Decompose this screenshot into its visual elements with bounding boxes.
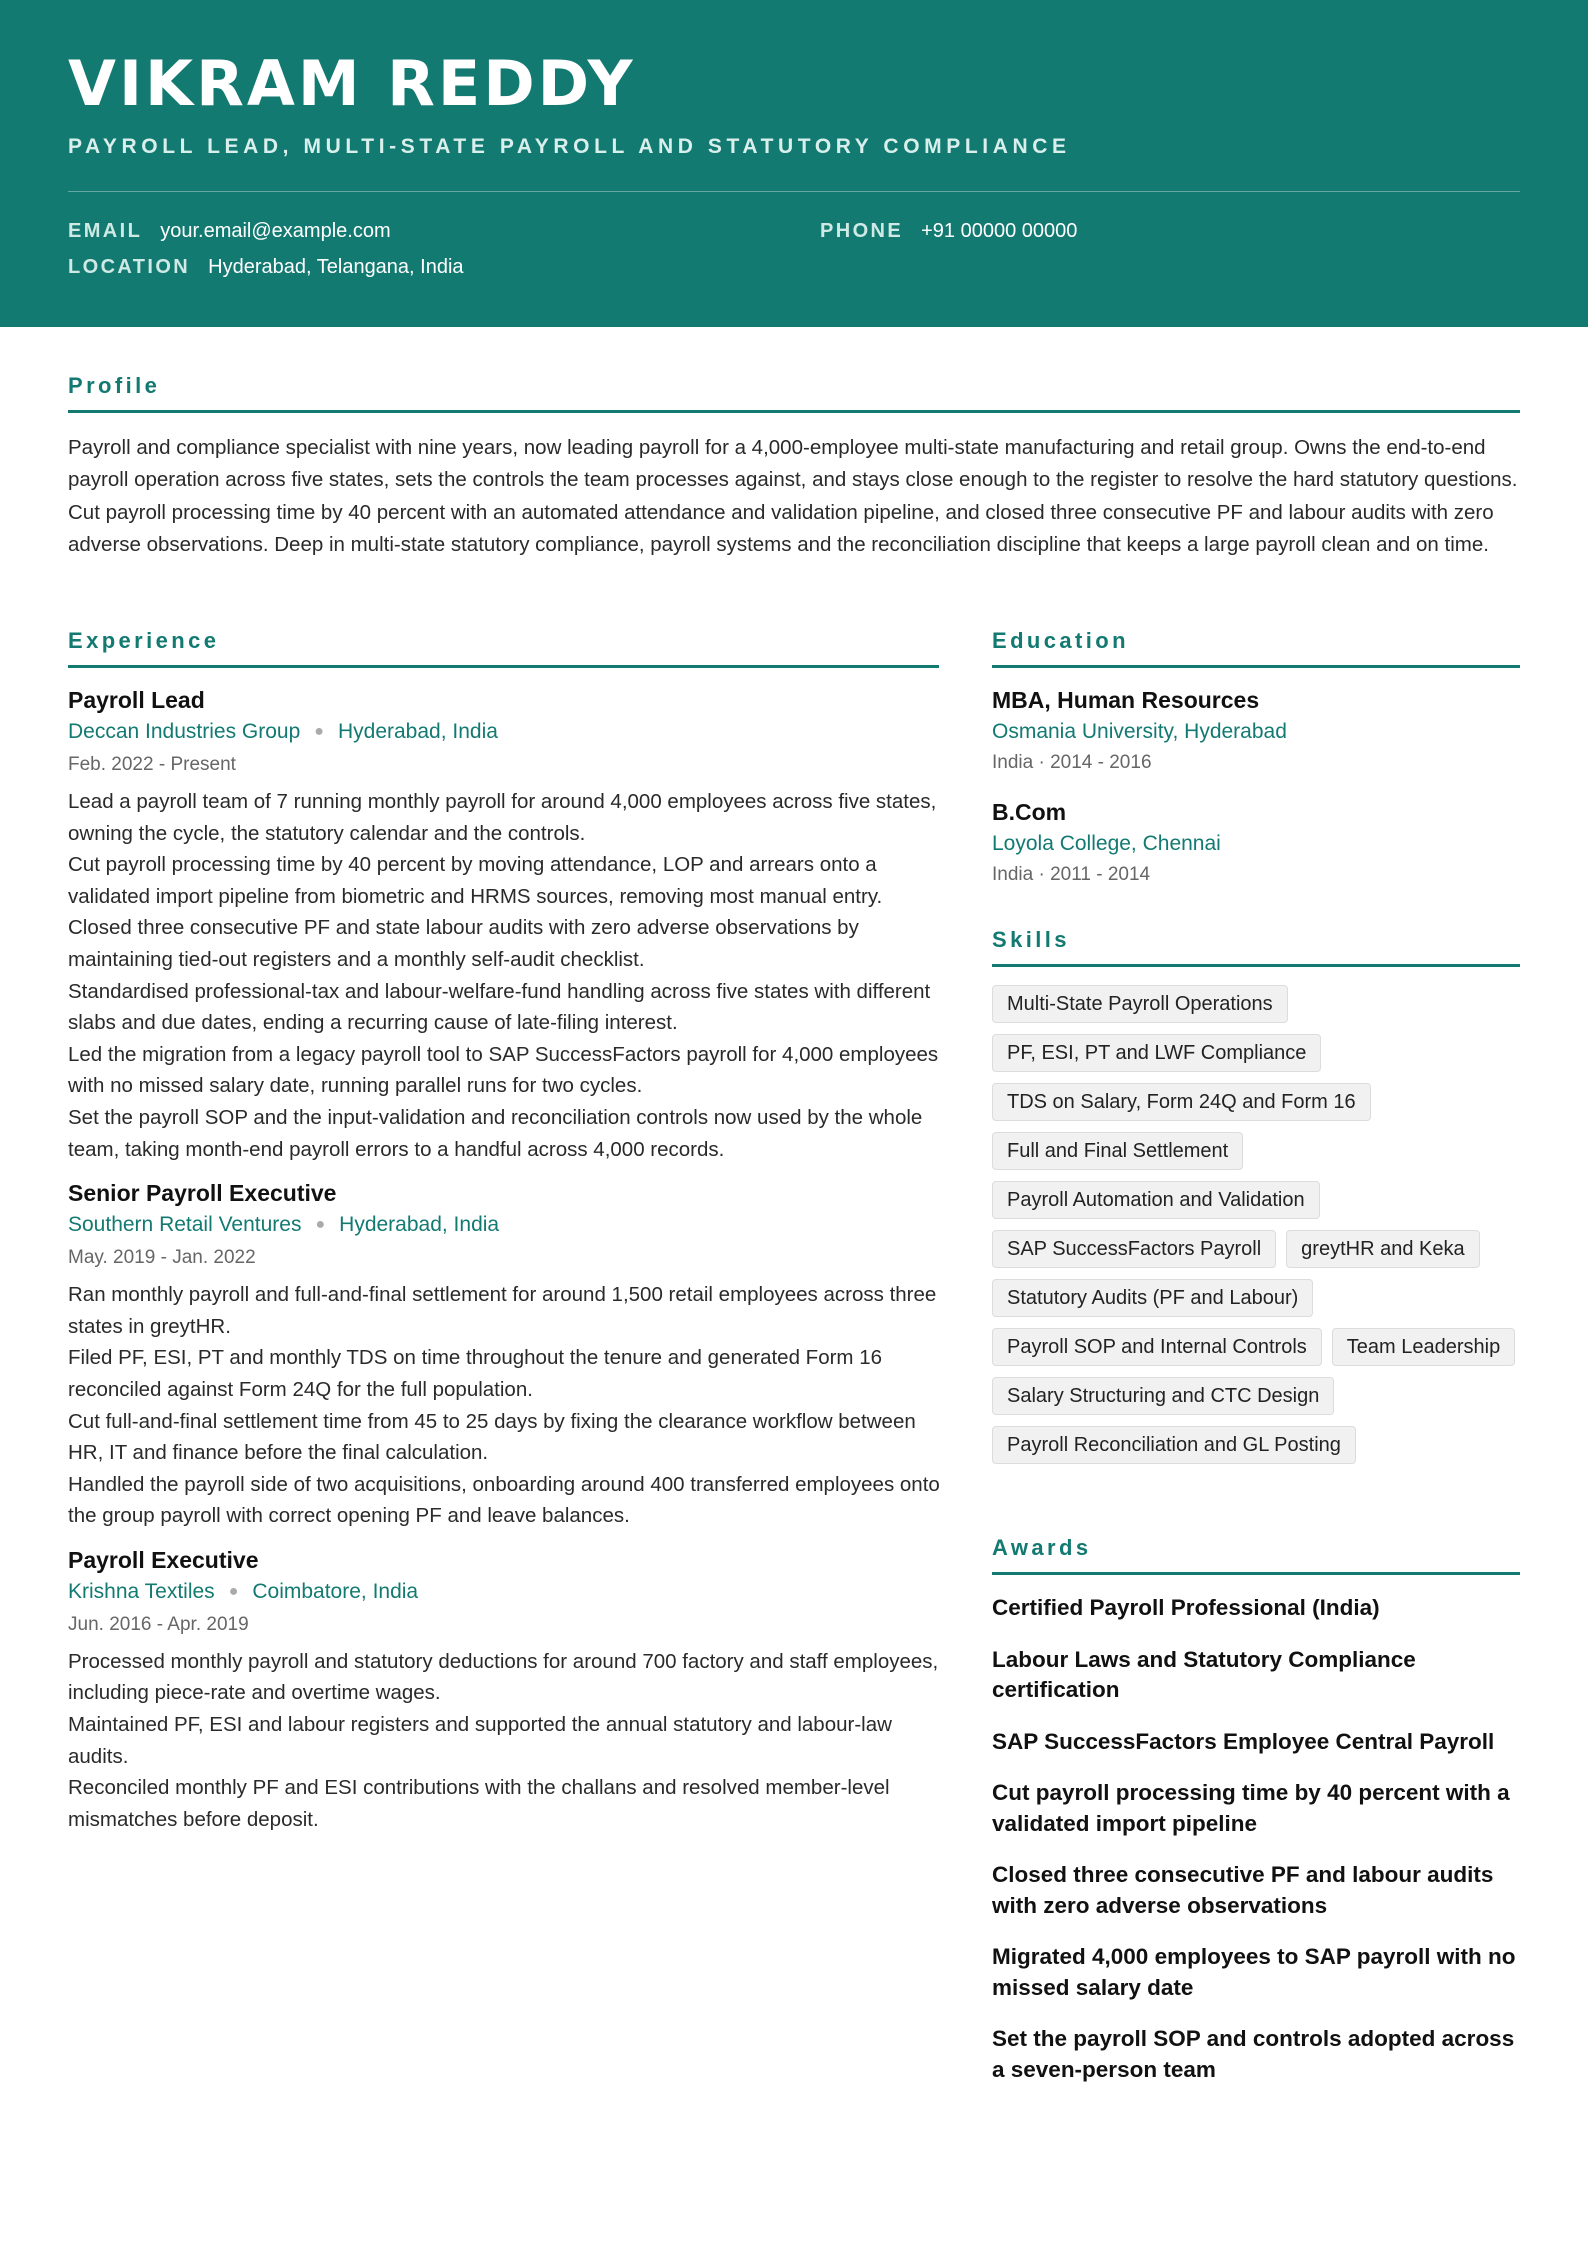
- phone-value[interactable]: +91 00000 00000: [921, 220, 1078, 242]
- contact-location: [68, 254, 464, 280]
- skill-tag: Statutory Audits (PF and Labour): [992, 1279, 1313, 1317]
- awards-list: [992, 1593, 1520, 2106]
- job-bullets: [68, 1279, 948, 1532]
- education-degree: B.Com: [992, 799, 1067, 825]
- award-items: [992, 1593, 1520, 2085]
- email-value[interactable]: your.email@example.com: [160, 220, 391, 242]
- skill-tag: Team Leadership: [1332, 1328, 1515, 1366]
- education-school: Osmania University, Hyderabad: [992, 720, 1287, 743]
- profile-summary: Payroll and compliance specialist with nine years, now leading payroll for a 4,000-employee multi-state manufacturing and retail group. Owns the end-to-end payroll operation across five states, sets the controls the team processes against, and stays close enough to the register to resolve the hard statutory questions. Cut payroll processing time by 40 percent with an automated attendance and validation pipeline, and closed three consecutive PF and labour audits with zero adverse observations. Deep in multi-state statutory compliance, payroll systems and the reconciliation discipline that keeps a large payroll clean and on time.: [68, 436, 1518, 557]
- candidate-name: VIKRAM REDDY: [68, 47, 636, 120]
- job-company: Southern Retail Ventures: [68, 1213, 302, 1237]
- award-item: Cut payroll processing time by 40 percent with a validated import pipeline: [992, 1780, 1510, 1836]
- job-bullet: Led the migration from a legacy payroll tool to SAP SuccessFactors payroll for 4,000 employees with no missed salary date, running parallel runs for two cycles.: [68, 1042, 939, 1098]
- award-item: Set the payroll SOP and controls adopted across a seven-person team: [992, 2026, 1515, 2082]
- award-item: SAP SuccessFactors Employee Central Payroll: [992, 1728, 1495, 1754]
- job-meta: [68, 716, 948, 750]
- separator-dot-icon: ●: [314, 723, 324, 740]
- education-degree: MBA, Human Resources: [992, 687, 1260, 713]
- job-bullets: [68, 1646, 948, 1836]
- award-item: Labour Laws and Statutory Compliance certification: [992, 1646, 1416, 1702]
- experience-rule: [68, 665, 939, 668]
- skill-tag: SAP SuccessFactors Payroll: [992, 1230, 1276, 1268]
- skill-tag: Payroll Automation and Validation: [992, 1181, 1320, 1219]
- awards-heading: Awards: [992, 1535, 1092, 1560]
- education-rule: [992, 665, 1520, 668]
- header-divider: [68, 191, 1520, 192]
- profile-heading: Profile: [68, 373, 161, 398]
- job-entry: [68, 1544, 948, 1836]
- skill-tag: Full and Final Settlement: [992, 1132, 1243, 1170]
- education-list: [992, 684, 1520, 908]
- skill-tag: TDS on Salary, Form 24Q and Form 16: [992, 1083, 1371, 1121]
- job-meta: [68, 1209, 948, 1243]
- separator-dot-icon: ●: [315, 1216, 326, 1234]
- job-bullet: Ran monthly payroll and full-and-final settlement for around 1,500 retail employees across three states in greytHR.: [68, 1283, 937, 1338]
- profile-rule: [68, 410, 1520, 413]
- skill-tag: PF, ESI, PT and LWF Compliance: [992, 1034, 1321, 1072]
- job-bullet: Standardised professional-tax and labour-welfare-fund handling across five states with different slabs and due dates, ending a recurring cause of late-filing interest.: [68, 979, 931, 1035]
- job-location: Hyderabad, India: [339, 1213, 500, 1237]
- education-meta: India · 2014 - 2016: [992, 752, 1152, 773]
- job-entry: [68, 1177, 948, 1532]
- job-company: Krishna Textiles: [68, 1579, 215, 1603]
- experience-heading: Experience: [68, 628, 220, 653]
- separator-dot-icon: ●: [228, 1582, 239, 1600]
- job-bullet: Cut full-and-final settlement time from 45 to 25 days by fixing the clearance workflow between HR, IT and finance before the final calculation.: [68, 1409, 916, 1465]
- skill-tag: Multi-State Payroll Operations: [992, 985, 1288, 1023]
- skills-rule: [992, 964, 1520, 967]
- award-item: Migrated 4,000 employees to SAP payroll with no missed salary date: [992, 1944, 1516, 2000]
- email-label: EMAIL: [68, 220, 143, 242]
- job-dates: Jun. 2016 - Apr. 2019: [68, 1613, 249, 1635]
- contact-phone: [820, 218, 1077, 244]
- award-item: Certified Payroll Professional (India): [992, 1595, 1380, 1620]
- job-dates: May. 2019 - Jan. 2022: [68, 1247, 256, 1269]
- education-entry: [992, 684, 1520, 778]
- skill-tag: Payroll SOP and Internal Controls: [992, 1328, 1322, 1366]
- job-title: Senior Payroll Executive: [68, 1180, 337, 1207]
- job-bullet: Filed PF, ESI, PT and monthly TDS on time throughout the tenure and generated Form 16 reconciled against Form 24Q for the full population.: [68, 1346, 883, 1401]
- phone-label: PHONE: [820, 220, 904, 242]
- job-bullet: Lead a payroll team of 7 running monthly payroll for around 4,000 employees across five states, owning the cycle, the statutory calendar and the controls.: [68, 790, 937, 845]
- job-meta: [68, 1576, 948, 1610]
- skill-tag: greytHR and Keka: [1286, 1230, 1479, 1268]
- location-value: Hyderabad, Telangana, India: [208, 256, 464, 278]
- contact-email: [68, 218, 391, 244]
- job-title: Payroll Lead: [68, 687, 205, 713]
- job-location: Coimbatore, India: [252, 1579, 419, 1603]
- education-entry: [992, 796, 1520, 890]
- education-meta: India · 2011 - 2014: [992, 864, 1151, 885]
- awards-rule: [992, 1572, 1520, 1575]
- job-bullet: Reconciled monthly PF and ESI contributions with the challans and resolved member-level mismatches before deposit.: [68, 1776, 890, 1831]
- skills-list: [992, 985, 1520, 1464]
- job-title: Payroll Executive: [68, 1546, 259, 1573]
- job-company: Deccan Industries Group: [68, 720, 301, 743]
- job-bullet: Processed monthly payroll and statutory deductions for around 700 factory and staff employees, including piece-rate and overtime wages.: [68, 1649, 939, 1705]
- job-bullet: Cut payroll processing time by 40 percent by moving attendance, LOP and arrears onto a validated import pipeline from biometric and HRMS sources, removing most manual entry.: [68, 853, 883, 908]
- job-dates: Feb. 2022 - Present: [68, 754, 236, 775]
- job-entry: [68, 684, 948, 1165]
- experience-list: [68, 684, 948, 1847]
- job-location: Hyderabad, India: [337, 720, 498, 743]
- candidate-headline: PAYROLL LEAD, MULTI-STATE PAYROLL AND STATUTORY COMPLIANCE: [68, 135, 1071, 158]
- location-label: LOCATION: [68, 256, 191, 278]
- education-school: Loyola College, Chennai: [992, 832, 1221, 855]
- job-bullet: Set the payroll SOP and the input-validation and reconciliation controls now used by the whole team, taking month-end payroll errors to a handful across 4,000 records.: [68, 1105, 923, 1161]
- skill-tag: Salary Structuring and CTC Design: [992, 1377, 1334, 1415]
- skill-tags: [992, 985, 1520, 1464]
- job-bullets: [68, 786, 948, 1165]
- award-item: Closed three consecutive PF and labour audits with zero adverse observations: [992, 1862, 1494, 1918]
- job-bullet: Closed three consecutive PF and state labour audits with zero adverse observations by maintaining tied-out registers and a monthly self-audit checklist.: [68, 916, 859, 971]
- skill-tag: Payroll Reconciliation and GL Posting: [992, 1426, 1356, 1464]
- job-bullet: Maintained PF, ESI and labour registers and supported the annual statutory and labour-law audits.: [68, 1713, 892, 1768]
- education-heading: Education: [992, 628, 1129, 653]
- resume-header: [0, 0, 1588, 327]
- job-bullet: Handled the payroll side of two acquisitions, onboarding around 400 transferred employees onto the group payroll with correct opening PF and leave balances.: [68, 1472, 940, 1528]
- skills-heading: Skills: [992, 927, 1070, 952]
